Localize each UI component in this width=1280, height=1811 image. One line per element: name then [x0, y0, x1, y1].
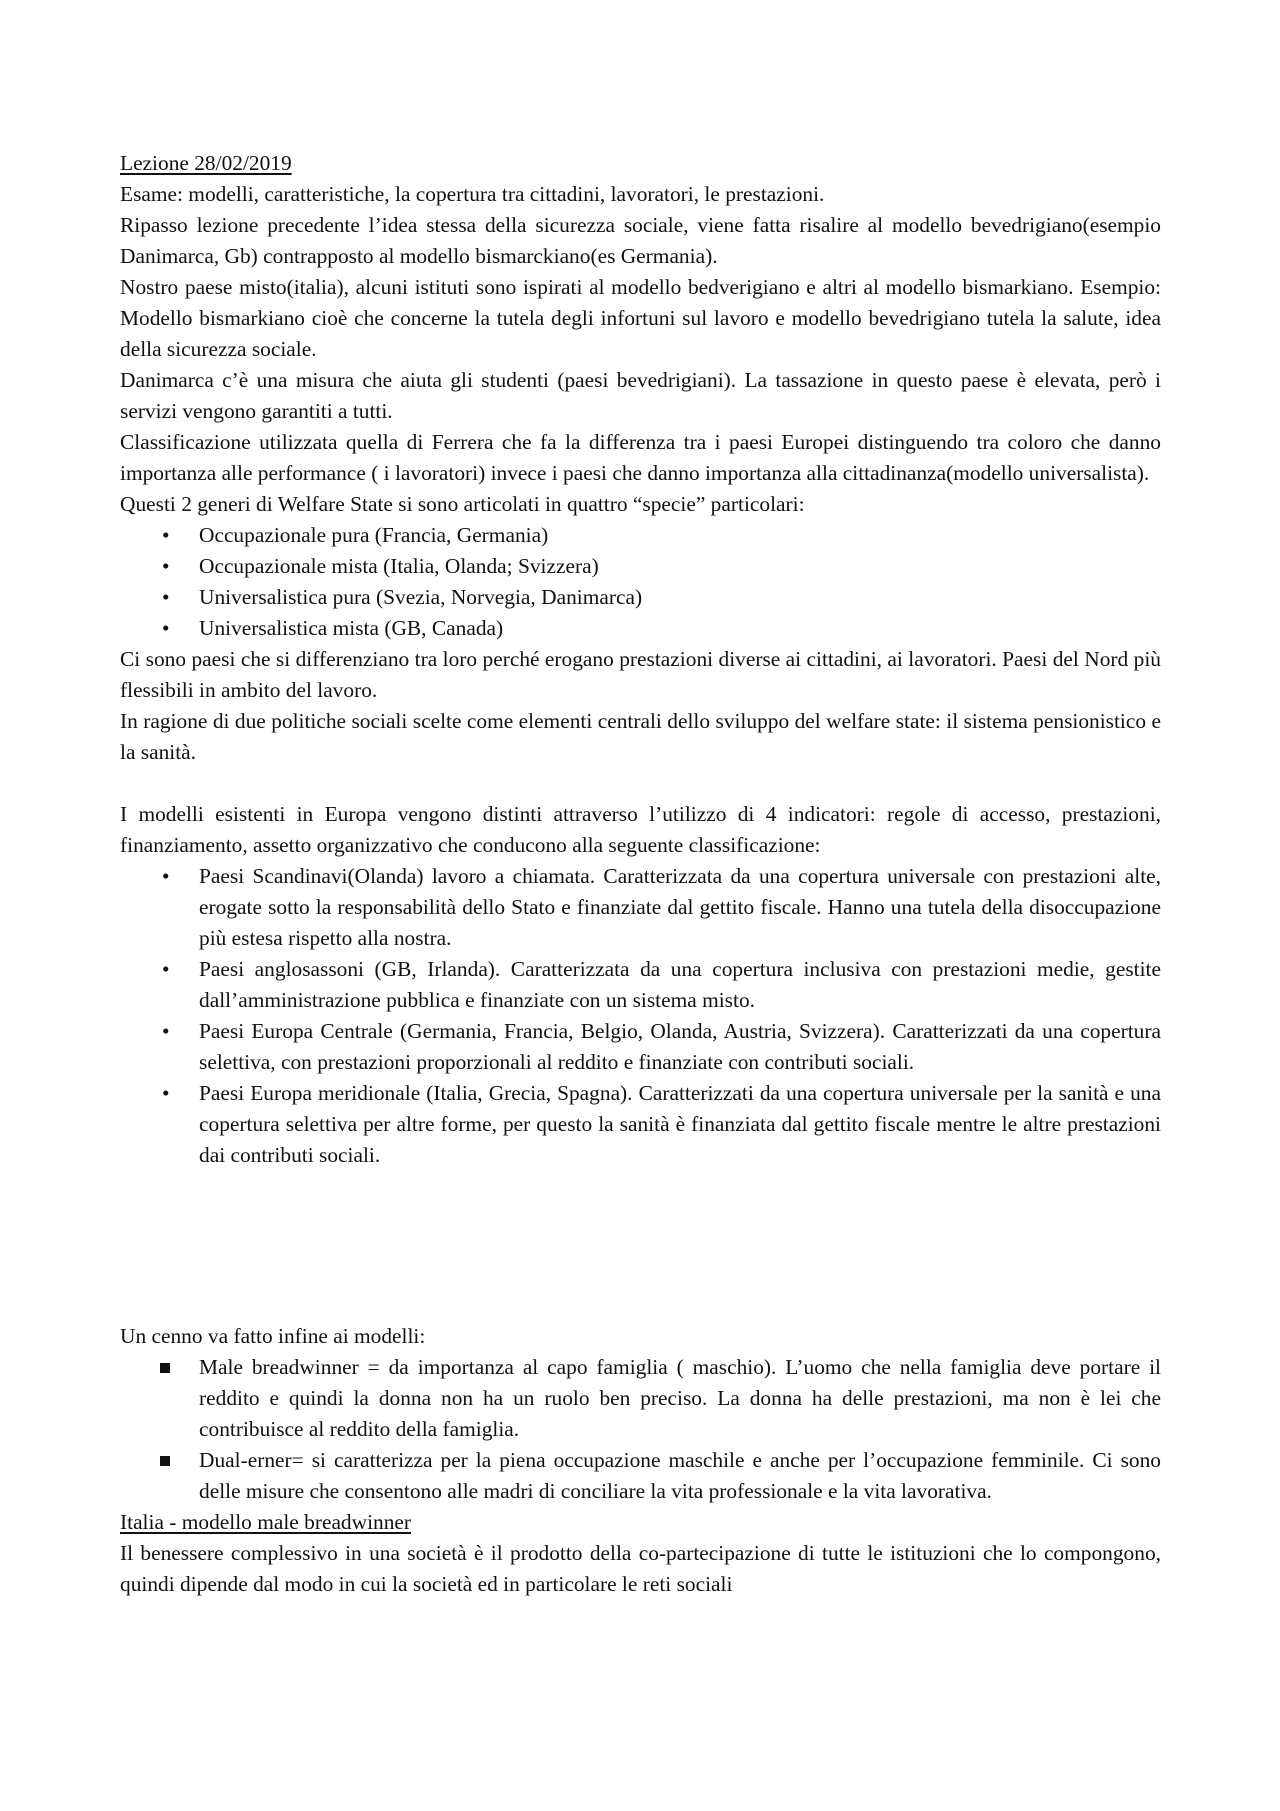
list-item [120, 582, 1161, 613]
list-item-text: Occupazionale mista (Italia, Olanda; Svizzera) [199, 554, 599, 578]
list-item [120, 551, 1161, 582]
square-bullet-icon [160, 1456, 170, 1466]
list-item [120, 613, 1161, 644]
blank-space [120, 1171, 1161, 1321]
list-item-text: Paesi Scandinavi(Olanda) lavoro a chiamata. Caratterizzata da una copertura universale con prestazioni alte, erogate sotto la responsabilità dello Stato e finanziate dal gettito fiscale. Hanno una tutela della disoccupazione più estesa rispetto alla nostra. [199, 864, 1161, 950]
bullet-icon: • [162, 1019, 170, 1043]
paragraph-paesi: Ci sono paesi che si differenziano tra loro perché erogano prestazioni diverse ai cittadini, ai lavoratori. Paesi del Nord più flessibili in ambito del lavoro. [120, 647, 1161, 702]
bullet-icon: • [162, 554, 170, 578]
list-item [120, 1016, 1161, 1078]
paragraph-ragione: In ragione di due politiche sociali scelte come elementi centrali dello sviluppo del welfare state: il sistema pensionistico e la sanità. [120, 709, 1161, 764]
paragraph-benessere: Il benessere complessivo in una società è il prodotto della co-partecipazione di tutte le istituzioni che lo compongono, quindi dipende dal modo in cui la società ed in particolare le reti sociali [120, 1541, 1161, 1596]
bullet-icon: • [162, 616, 170, 640]
paragraph-danimarca: Danimarca c’è una misura che aiuta gli studenti (paesi bevedrigiani). La tassazione in questo paese è elevata, però i servizi vengono garantiti a tutti. [120, 368, 1161, 423]
section-subheading: Italia - modello male breadwinner [120, 1510, 412, 1534]
list-item-text: Occupazionale pura (Francia, Germania) [199, 523, 549, 547]
list-item-text: Paesi Europa Centrale (Germania, Francia, Belgio, Olanda, Austria, Svizzera). Caratterizzati da una copertura selettiva, con prestazioni proporzionali al reddito e finanziate con contributi sociali. [199, 1019, 1161, 1074]
blank-line [120, 768, 1161, 799]
list-item-text: Paesi anglosassoni (GB, Irlanda). Caratterizzata da una copertura inclusiva con prestazioni medie, gestite dall’amministrazione pubblica e finanziate con un sistema misto. [199, 957, 1161, 1012]
list-item [120, 520, 1161, 551]
bullet-icon: • [162, 1081, 170, 1105]
list-item [120, 954, 1161, 1016]
list-paesi [120, 861, 1161, 1171]
lesson-heading: Lezione 28/02/2019 [120, 151, 292, 175]
list-item [120, 1445, 1161, 1507]
paragraph-cenno: Un cenno va fatto infine ai modelli: [120, 1324, 426, 1348]
list-item-text: Paesi Europa meridionale (Italia, Grecia, Spagna). Caratterizzati da una copertura universale per la sanità e una copertura selettiva per altre forme, per questo la sanità è finanziata dal gettito fiscale mentre le altre prestazioni dai contributi sociali. [199, 1081, 1161, 1167]
list-item-text: Universalistica pura (Svezia, Norvegia, Danimarca) [199, 585, 643, 609]
list-item-text: Male breadwinner = da importanza al capo famiglia ( maschio). L’uomo che nella famiglia deve portare il reddito e quindi la donna non ha un ruolo ben preciso. La donna ha delle prestazioni, ma non è lei che contribuisce al reddito della famiglia. [199, 1355, 1161, 1441]
bullet-icon: • [162, 523, 170, 547]
list-item [120, 1352, 1161, 1445]
paragraph-generi: Questi 2 generi di Welfare State si sono articolati in quattro “specie” particolari: [120, 492, 805, 516]
paragraph-classificazione: Classificazione utilizzata quella di Ferrera che fa la differenza tra i paesi Europei distinguendo tra coloro che danno importanza alle performance ( i lavoratori) invece i paesi che danno importanza alla cittadinanza(modello universalista). [120, 430, 1161, 485]
list-item-text: Universalistica mista (GB, Canada) [199, 616, 504, 640]
bullet-icon: • [162, 957, 170, 981]
paragraph-esame: Esame: modelli, caratteristiche, la copertura tra cittadini, lavoratori, le prestazioni. [120, 182, 825, 206]
square-bullet-icon [160, 1363, 170, 1373]
bullet-icon: • [162, 585, 170, 609]
list-item [120, 861, 1161, 954]
list-item-text: Dual-erner= si caratterizza per la piena occupazione maschile e anche per l’occupazione femminile. Ci sono delle misure che consentono alle madri di conciliare la vita professionale e la vita lavorativa. [199, 1448, 1161, 1503]
list-modelli [120, 1352, 1161, 1507]
paragraph-nostro-paese: Nostro paese misto(italia), alcuni istituti sono ispirati al modello bedverigiano e altri al modello bismarkiano. Esempio: Modello bismarkiano cioè che concerne la tutela degli infortuni sul lavoro e modello bevedrigiano tutela la salute, idea della sicurezza sociale. [120, 275, 1161, 361]
list-specie [120, 520, 1161, 644]
list-item [120, 1078, 1161, 1171]
bullet-icon: • [162, 864, 170, 888]
paragraph-ripasso: Ripasso lezione precedente l’idea stessa della sicurezza sociale, viene fatta risalire al modello bevedrigiano(esempio Danimarca, Gb) contrapposto al modello bismarckiano(es Germania). [120, 213, 1161, 268]
document-page [120, 148, 1161, 1600]
paragraph-modelli: I modelli esistenti in Europa vengono distinti attraverso l’utilizzo di 4 indicatori: regole di accesso, prestazioni, finanziamento, assetto organizzativo che conducono alla seguente classificazione: [120, 802, 1161, 857]
